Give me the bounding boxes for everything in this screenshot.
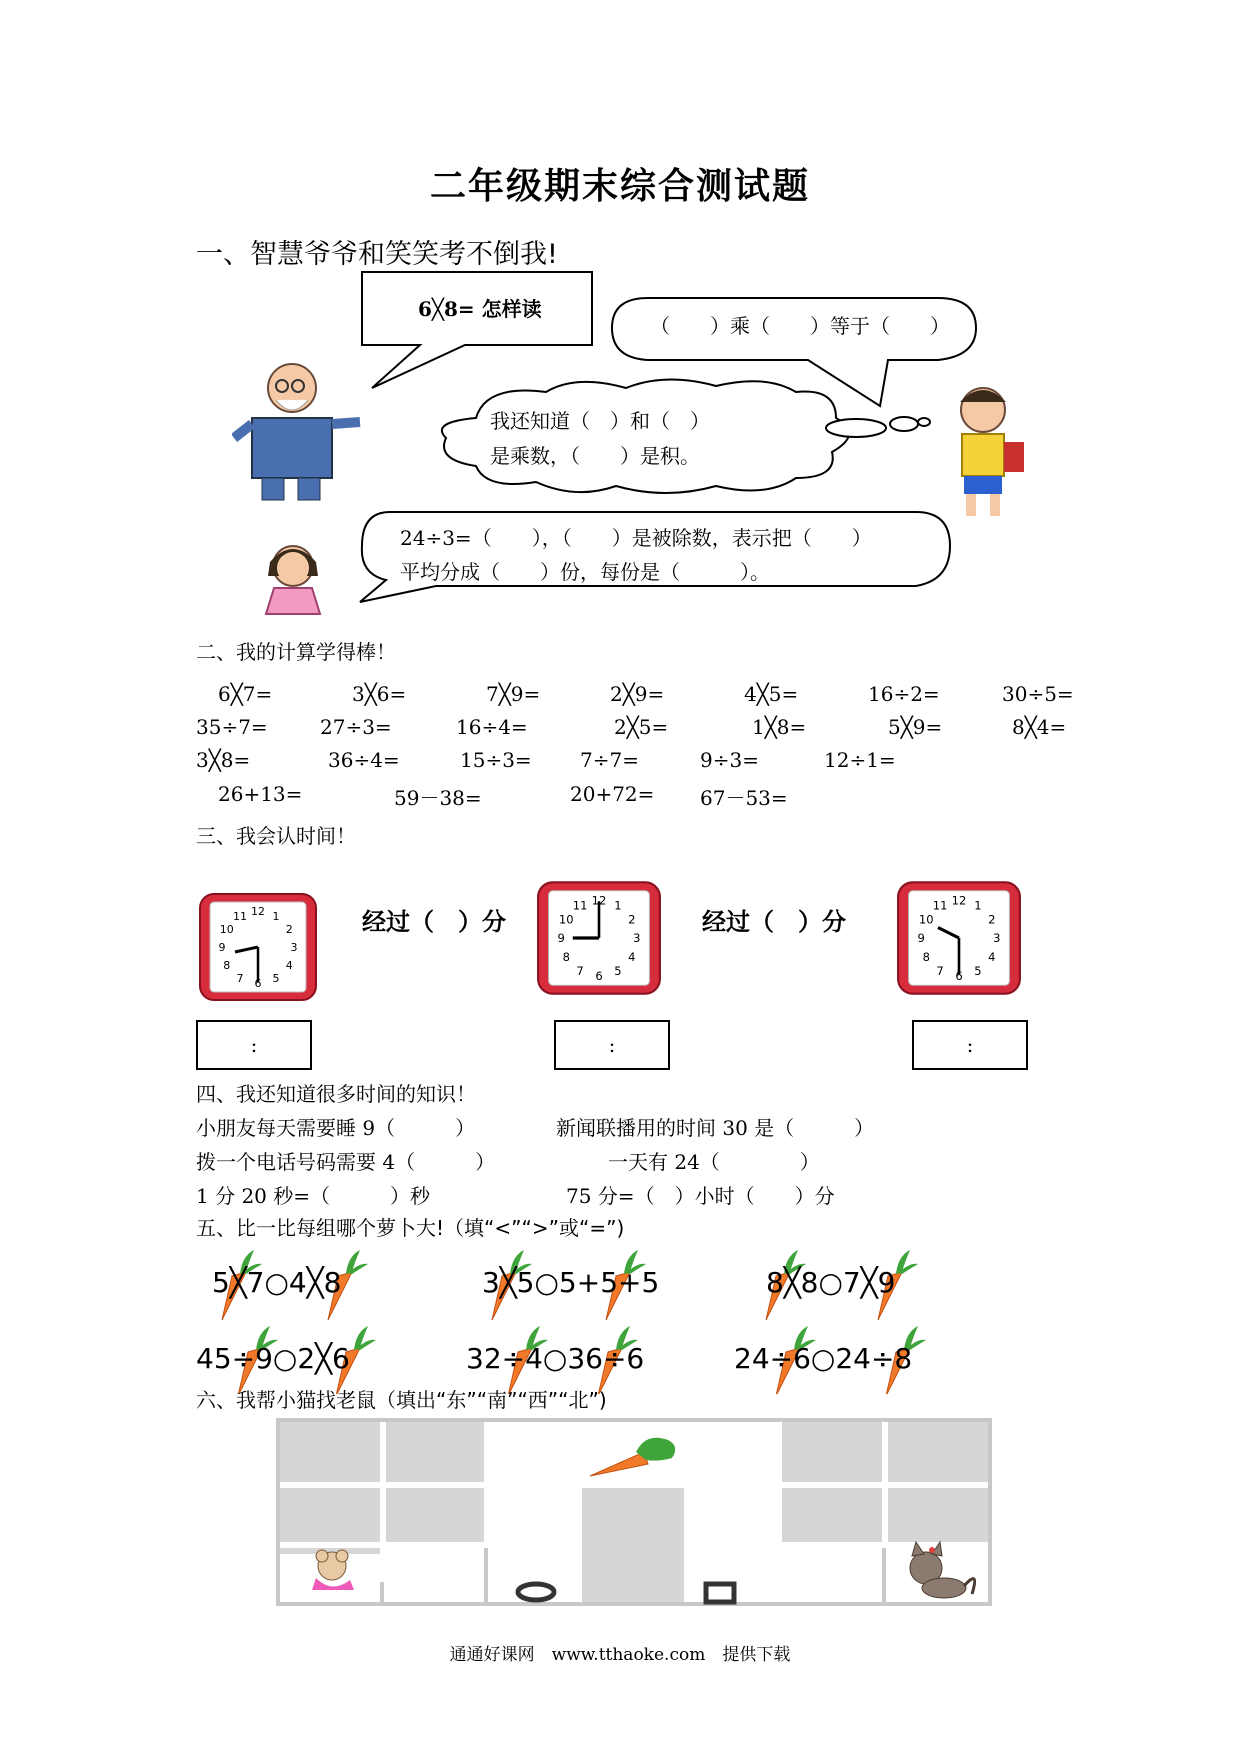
compare-item-2: 3╳5○5+5+5	[482, 1266, 660, 1299]
grandpa-speech-bubble	[360, 270, 600, 395]
clock-numeral: 2	[285, 923, 293, 936]
girl-bubble-line1: 24÷3=（ ），（ ）是被除数，表示把（ ）	[400, 526, 872, 550]
clock-numeral: 7	[236, 972, 244, 986]
calc-item: 9÷3=	[700, 748, 759, 772]
clock-numeral: 4	[628, 950, 636, 965]
page-title: 二年级期末综合测试题	[429, 166, 810, 207]
compare-item-4: 45÷9○2╳6	[196, 1342, 350, 1375]
clock-numeral: 5	[974, 963, 982, 978]
time-question: 拨一个电话号码需要 4（ ）	[196, 1150, 496, 1174]
clock-numeral: 8	[562, 950, 570, 965]
calc-item: 15÷3=	[460, 748, 532, 772]
clock-numeral: 1	[974, 898, 982, 913]
clock-numeral: 11	[932, 898, 948, 913]
section5-heading: 五、比一比每组哪个萝卜大!（填“<”“>”或“=”)	[196, 1216, 625, 1240]
calc-item: 6╳7=	[218, 682, 273, 706]
calc-item: 7÷7=	[580, 748, 639, 772]
calc-item: 3╳6=	[352, 682, 407, 706]
compare-item-3: 8╳8○7╳9	[766, 1266, 896, 1299]
clock-numeral: 5	[272, 972, 280, 986]
calc-item: 59－38=	[394, 786, 482, 810]
footer-source: 通通好课网 www.tthaoke.com 提供下载	[449, 1645, 791, 1665]
cloud-text-line1: 我还知道（ ）和（ ）	[490, 409, 710, 433]
calc-item: 8╳4=	[1012, 715, 1067, 739]
clock-numeral: 4	[988, 950, 996, 965]
clock-numeral: 3	[993, 931, 1001, 946]
time-question: 一天有 24（ ）	[608, 1150, 820, 1174]
calc-item: 7╳9=	[486, 682, 541, 706]
clock-numeral: 10	[219, 923, 234, 936]
clock-numeral: 1	[272, 909, 280, 923]
thought-cloud	[416, 378, 936, 500]
clock-numeral: 8	[922, 950, 930, 965]
maze-map	[276, 1418, 992, 1606]
compare-item-5: 32÷4○36÷6	[466, 1342, 645, 1375]
clock-numeral: 7	[576, 963, 584, 978]
clock-numeral: 12	[951, 893, 967, 908]
grandpa-character	[232, 358, 382, 508]
clock-numeral: 2	[628, 912, 636, 927]
time-question: 1 分 20 秒=（ ）秒	[196, 1184, 431, 1208]
clock-numeral: 3	[290, 941, 298, 954]
elapsed-label-1: 经过（ ）分	[362, 908, 506, 936]
clock-numeral: 10	[918, 912, 934, 927]
clock-numeral: 4	[285, 959, 293, 972]
compare-item-1: 5╳7○4╳8	[212, 1266, 342, 1299]
clock-numeral: 2	[988, 912, 996, 927]
clock-numeral: 7	[936, 963, 944, 978]
section6-heading: 六、我帮小猫找老鼠（填出“东”“南”“西”“北”)	[196, 1388, 607, 1412]
time-question: 75 分=（ ）小时（ ）分	[566, 1184, 835, 1208]
calc-item: 16÷4=	[456, 715, 528, 739]
compare-item-6: 24÷6○24÷8	[734, 1342, 913, 1375]
clock-numeral: 8	[223, 959, 231, 972]
clock-numeral: 6	[595, 969, 603, 983]
clock-numeral: 3	[633, 931, 641, 946]
boy-character	[938, 382, 1028, 522]
clock-numeral: 5	[614, 963, 622, 978]
calc-item: 5╳9=	[888, 715, 943, 739]
clock-numeral: 9	[218, 941, 226, 954]
clock-numeral: 12	[591, 893, 607, 908]
calc-item: 12÷1=	[824, 748, 896, 772]
time-answer-box-1[interactable]: :	[196, 1020, 312, 1070]
clock-numeral: 10	[558, 912, 574, 927]
clock-1	[198, 892, 318, 1002]
calc-item: 35÷7=	[196, 715, 268, 739]
calc-item: 26+13=	[218, 782, 303, 806]
calc-item: 3╳8=	[196, 748, 251, 772]
clock-numeral: 11	[572, 898, 588, 913]
time-question: 小朋友每天需要睡 9（ ）	[196, 1116, 476, 1140]
clock-numeral: 6	[254, 977, 262, 990]
clock-numeral: 11	[233, 909, 247, 923]
calc-item: 4╳5=	[744, 682, 799, 706]
clock-numeral: 9	[557, 931, 565, 946]
girl-character	[248, 540, 338, 615]
boy-bubble-text: （ ）乘（ ）等于（ ）	[650, 314, 950, 338]
section2-heading: 二、我的计算学得棒！	[196, 640, 396, 664]
calc-item: 30÷5=	[1002, 682, 1074, 706]
section1-heading: 一、智慧爷爷和笑笑考不倒我!	[196, 239, 558, 270]
clock-numeral: 9	[917, 931, 925, 946]
grandpa-bubble-text: 6╳8= 怎样读	[418, 297, 542, 321]
time-answer-box-2[interactable]: :	[554, 1020, 670, 1070]
calc-item: 67－53=	[700, 786, 788, 810]
clock-3	[896, 876, 1022, 1000]
calc-item: 27÷3=	[320, 715, 392, 739]
elapsed-label-2: 经过（ ）分	[702, 908, 846, 936]
girl-bubble-line2: 平均分成（ ）份，每份是（ ）。	[400, 560, 770, 584]
time-question: 新闻联播用的时间 30 是（ ）	[556, 1116, 875, 1140]
clock-numeral: 6	[955, 969, 963, 983]
clock-numeral: 12	[251, 905, 265, 918]
clock-2	[536, 876, 662, 1000]
calc-item: 36÷4=	[328, 748, 400, 772]
calc-item: 1╳8=	[752, 715, 807, 739]
calc-item: 16÷2=	[868, 682, 940, 706]
clock-numeral: 1	[614, 898, 622, 913]
calc-item: 2╳5=	[614, 715, 669, 739]
cloud-text-line2: 是乘数，（ ）是积。	[490, 444, 700, 468]
time-answer-box-3[interactable]: :	[912, 1020, 1028, 1070]
section3-heading: 三、我会认时间！	[196, 824, 356, 848]
section4-heading: 四、我还知道很多时间的知识！	[196, 1082, 476, 1106]
calc-item: 2╳9=	[610, 682, 665, 706]
calc-item: 20+72=	[570, 782, 655, 806]
